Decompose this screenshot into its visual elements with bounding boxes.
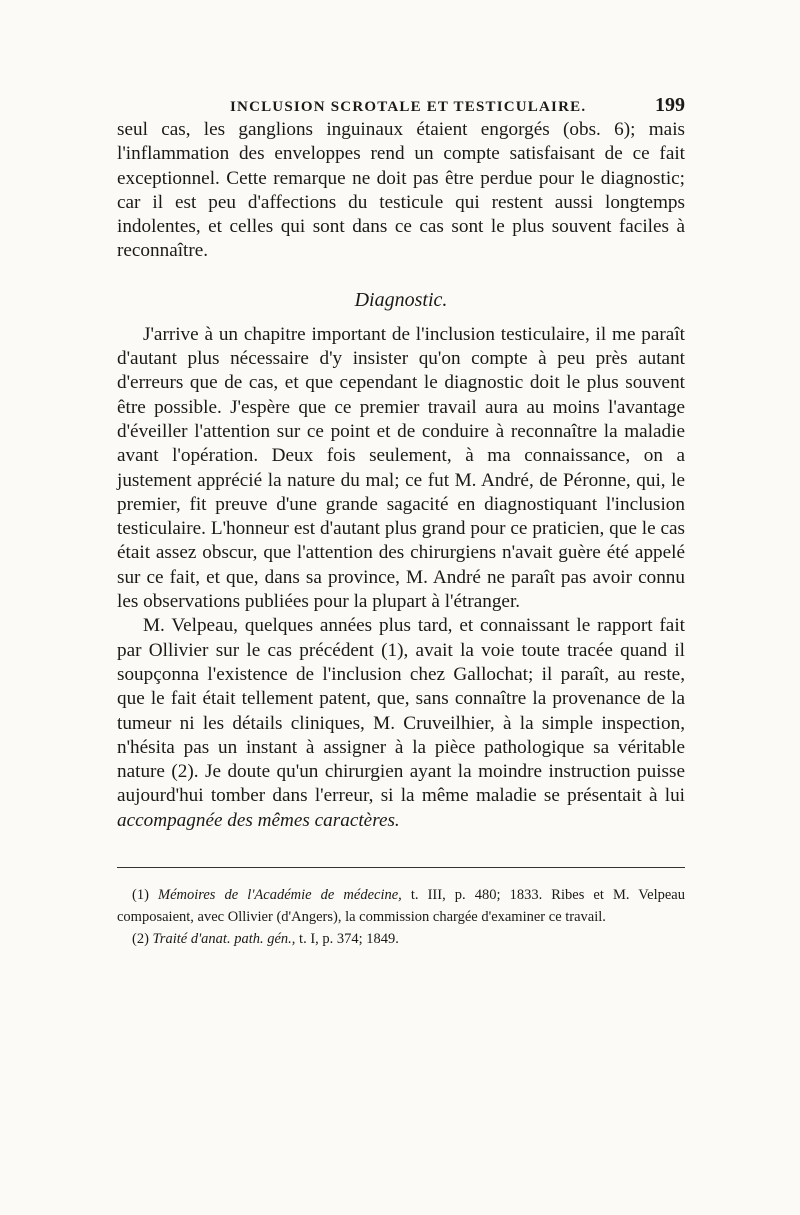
footnote-1-title: Mémoires de l'Académie de médecine, <box>158 887 402 904</box>
body-text <box>117 118 685 833</box>
running-title: INCLUSION SCROTALE ET TESTICULAIRE. <box>230 99 587 115</box>
paragraph-velpeau <box>117 614 685 833</box>
footnote-divider <box>117 867 685 868</box>
footnote-2-mark: (2) <box>132 931 153 948</box>
running-head <box>230 94 685 118</box>
footnote-1-mark: (1) <box>132 887 158 904</box>
footnote-1-text: t. III, p. 480; 1833. Ribes et M. Velpeau composaient, avec Ollivier (d'Angers), la commission chargée d'examiner ce travail. <box>117 887 685 926</box>
footnote-2-title: Traité d'anat. path. gén., <box>152 931 296 948</box>
paragraph-velpeau-text: M. Velpeau, quelques années plus tard, et connaissant le rapport fait par Ollivier sur le cas précédent (1), avait la voie toute tracée quand il soupçonna l'existence de l'inclusion chez Gallochat; il paraît, au reste, que le fait était tellement patent, que, sans connaître la provenance de la tumeur ni les détails cliniques, M. Cruveilhier, à la simple inspection, n'hésita pas un instant à assigner à la pièce pathologique sa véritable nature (2). Je doute qu'un chirurgien ayant la moindre instruction puisse aujourd'hui tomber dans l'erreur, si la même maladie se présentait à lui <box>117 615 685 807</box>
footnotes <box>117 884 685 950</box>
paragraph-continued: seul cas, les ganglions inguinaux étaient engorgés (obs. 6); mais l'inflammation des enveloppes rend un compte satisfaisant de ce fait exceptionnel. Cette remarque ne doit pas être perdue pour le diagnostic; car il est peu d'affections du testicule qui restent aussi longtemps indolentes, et celles qui sont dans ce cas sont le plus souvent faciles à reconnaître. <box>117 119 685 262</box>
page-number: 199 <box>655 94 685 116</box>
footnote-2-text: t. I, p. 374; 1849. <box>295 931 399 948</box>
book-page <box>117 94 685 950</box>
paragraph-diagnostic: J'arrive à un chapitre important de l'inclusion testiculaire, il me paraît d'autant plus nécessaire d'y insister qu'on compte à peu près autant d'erreurs que de cas, et que cependant le diagnostic doit le plus souvent être possible. J'espère que ce premier travail aura au moins l'avantage d'éveiller l'attention sur ce point et de conduire à reconnaître la maladie avant l'opération. Deux fois seulement, à ma connaissance, on a justement apprécié la nature du mal; ce fut M. André, de Péronne, qui, le premier, fit preuve d'une grande sagacité en diagnostiquant l'inclusion testiculaire. L'honneur est d'autant plus grand pour ce praticien, que le cas était assez obscur, que l'attention des chirurgiens n'avait guère été appelé sur ce fait, et que, dans sa province, M. André ne paraît pas avoir connu les observations publiées pour la plupart à l'étranger. <box>117 323 685 613</box>
paragraph-velpeau-italic: accompagnée des mêmes caractères. <box>117 809 400 831</box>
footnote-1 <box>117 884 685 928</box>
section-heading: Diagnostic. <box>354 288 448 311</box>
footnote-2 <box>117 928 685 950</box>
